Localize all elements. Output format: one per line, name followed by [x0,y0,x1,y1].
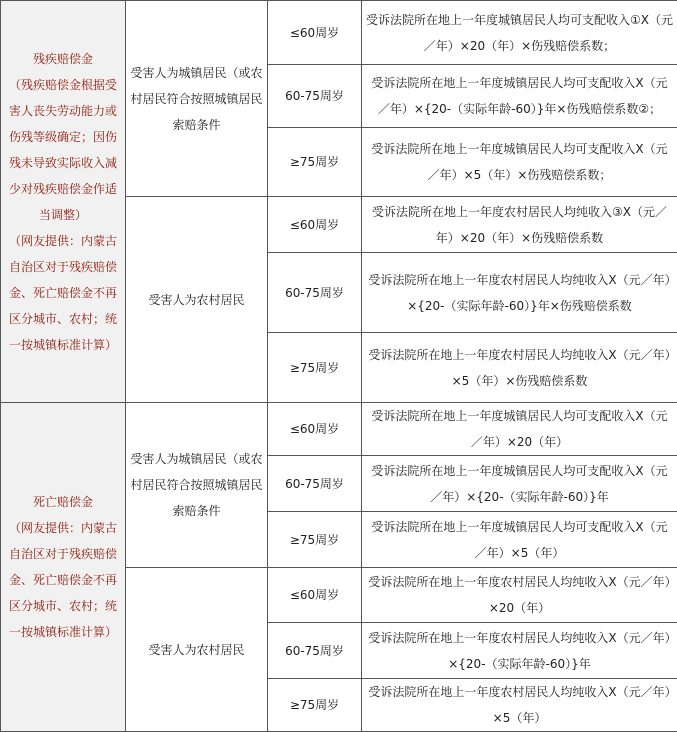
category-line: 区分城市、农村；统 [6,306,120,332]
category-line: 自治区对于残疾赔偿 [6,541,120,567]
category-line: （残疾赔偿金根据受 [6,72,120,98]
age-cell: 60-75周岁 [268,65,362,128]
age-cell: ≥75周岁 [268,333,362,403]
formula-cell: 受诉法院所在地上一年度城镇居民人均可支配收入X（元／年）×5（年） [362,512,677,568]
age-cell: ≤60周岁 [268,568,362,623]
category-line: 金、死亡赔偿金不再 [6,280,120,306]
category-line: 伤残等级确定；因伤 [6,124,120,150]
formula-cell: 受诉法院所在地上一年度城镇居民人均可支配收入X（元／年）×5（年）×伤残赔偿系数； [362,128,677,197]
category-line: 残未导致实际收入减 [6,150,120,176]
category-line: 当调整） [6,202,120,228]
age-cell: ≤60周岁 [268,197,362,253]
who-cell-urban: 受害人为城镇居民（或农村居民符合按照城镇居民索赔条件 [126,1,268,197]
category-line: 少对残疾赔偿金作适 [6,176,120,202]
formula-cell: 受诉法院所在地上一年度农村居民人均纯收入X（元／年）×{20-（实际年龄-60）}年 [362,623,677,679]
formula-cell: 受诉法院所在地上一年度农村居民人均纯收入X（元／年）×5（年）×伤残赔偿系数 [362,333,677,403]
who-cell-urban: 受害人为城镇居民（或农村居民符合按照城镇居民索赔条件 [126,403,268,568]
category-line: 害人丧失劳动能力或 [6,98,120,124]
formula-cell: 受诉法院所在地上一年度农村居民人均纯收入③X（元／年）×20（年）×伤残赔偿系数 [362,197,677,253]
category-line: 金、死亡赔偿金不再 [6,567,120,593]
formula-cell: 受诉法院所在地上一年度农村居民人均纯收入X（元／年）×20（年） [362,568,677,623]
category-line: 一按城镇标准计算） [6,619,120,645]
age-cell: 60-75周岁 [268,456,362,512]
formula-cell: 受诉法院所在地上一年度城镇居民人均可支配收入①X（元／年）×20（年）×伤残赔偿系数； [362,1,677,65]
category-line: 自治区对于残疾赔偿 [6,254,120,280]
category-line: 死亡赔偿金 [6,489,120,515]
who-cell-rural: 受害人为农村居民 [126,197,268,403]
category-line: 区分城市、农村；统 [6,593,120,619]
age-cell: ≥75周岁 [268,512,362,568]
age-cell: ≥75周岁 [268,128,362,197]
table-row [1,1,677,65]
who-cell-rural: 受害人为农村居民 [126,568,268,732]
category-cell-death [1,403,126,732]
formula-cell: 受诉法院所在地上一年度农村居民人均纯收入X（元／年）×{20-（实际年龄-60）}年×伤残赔偿系数 [362,253,677,333]
category-line: 残疾赔偿金 [6,46,120,72]
age-cell: 60-75周岁 [268,623,362,679]
formula-cell: 受诉法院所在地上一年度农村居民人均纯收入X（元／年）×5（年） [362,679,677,732]
age-cell: 60-75周岁 [268,253,362,333]
category-line: 一按城镇标准计算） [6,332,120,358]
formula-cell: 受诉法院所在地上一年度城镇居民人均可支配收入X（元／年）×20（年） [362,403,677,456]
age-cell: ≤60周岁 [268,403,362,456]
age-cell: ≥75周岁 [268,679,362,732]
table-row [1,403,677,456]
formula-cell: 受诉法院所在地上一年度城镇居民人均可支配收入X（元／年）×{20-（实际年龄-60）}年×伤残赔偿系数②； [362,65,677,128]
formula-cell: 受诉法院所在地上一年度城镇居民人均可支配收入X（元／年）×{20-（实际年龄-60）}年 [362,456,677,512]
category-line: （网友提供：内蒙古 [6,515,120,541]
category-line: （网友提供：内蒙古 [6,228,120,254]
age-cell: ≤60周岁 [268,1,362,65]
category-cell-disability [1,1,126,403]
